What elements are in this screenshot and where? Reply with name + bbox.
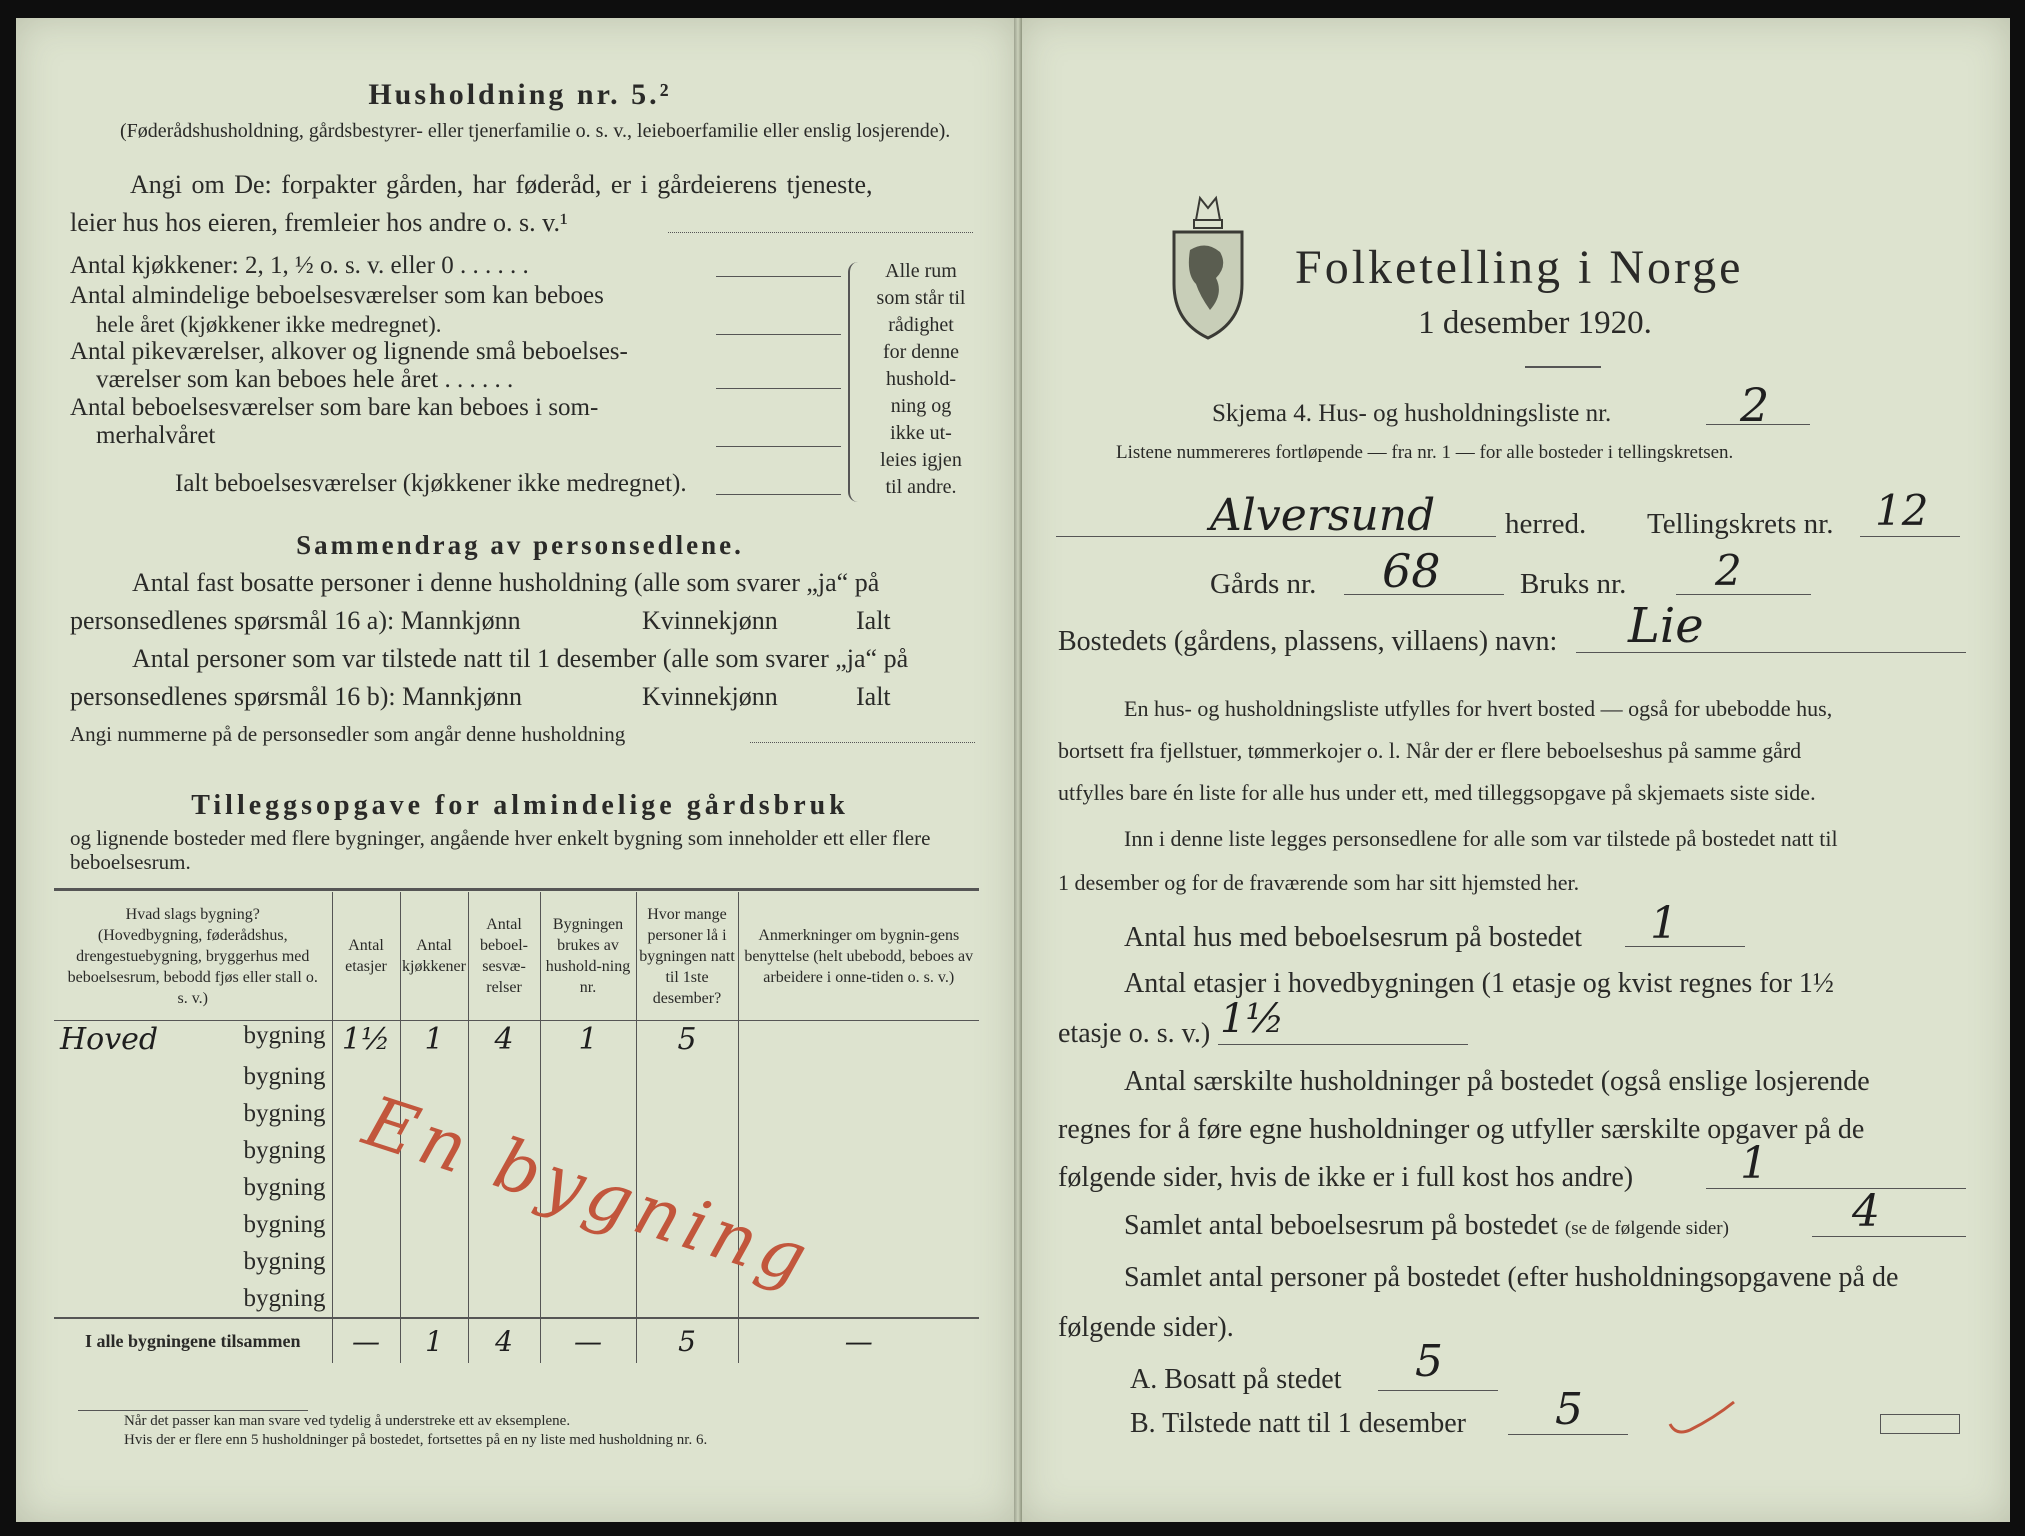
rooms-line-1: Antal kjøkkener: 2, 1, ½ o. s. v. eller 0 . . . . . . — [70, 252, 529, 279]
table-row — [54, 1021, 979, 1059]
red-annotation: En bygning — [354, 1080, 823, 1302]
total-husholdning: — — [540, 1318, 636, 1363]
rooms-fill-1 — [716, 276, 841, 277]
rooms-line-5: værelser som kan beboes hele året . . . . . . — [96, 366, 514, 393]
a-value: 5 — [1415, 1336, 1443, 1387]
row-label: bygning — [243, 1173, 326, 1201]
q-rum-note: (se de følgende sider) — [1564, 1218, 1729, 1239]
total-vaerelser: 4 — [468, 1318, 540, 1363]
col-header-personer: Hvor mange personer lå i bygningen natt til 1ste desember? — [636, 892, 738, 1021]
summary-line-5: Antal personer som var tilstede natt til 1 desember (alle som svarer „ja“ på — [132, 644, 909, 673]
table-top-rule — [54, 888, 979, 891]
q-rum-label: Samlet antal beboelsesrum på bostedet (se de følgende sider) — [1124, 1210, 1729, 1241]
q-pers-line-1: Samlet antal personer på bostedet (efter husholdningsopgavene på de — [1124, 1262, 1899, 1293]
tillegg-title: Tilleggsopgave for almindelige gårdsbruk — [191, 790, 849, 821]
bruks-value: 2 — [1715, 546, 1742, 595]
instruction-line-3: utfylles bare én liste for alle hus under ett, med tilleggsopgave på skjemaets siste side. — [1058, 780, 1816, 805]
norway-coat-of-arms-icon — [1166, 192, 1250, 344]
q-etasjer-value: 1½ — [1220, 996, 1285, 1042]
herred-value: Alversund — [1210, 490, 1436, 541]
q-pers-line-2: følgende sider). — [1058, 1312, 1234, 1343]
rooms-line-4: Antal pikeværelser, alkover og lignende små beboelses- — [70, 338, 628, 365]
summary-line-7: Kvinnekjønn — [642, 682, 778, 711]
total-label: I alle bygningene tilsammen — [54, 1318, 332, 1363]
cell-vaerelser: 4 — [468, 1021, 540, 1059]
rooms-fill-5 — [716, 494, 841, 495]
table-total-row — [54, 1318, 979, 1363]
skjema-nr: 2 — [1740, 378, 1770, 432]
rooms-line-3: hele året (kjøkkener ikke medregnet). — [96, 312, 442, 337]
q-hus-label: Antal hus med beboelsesrum på bostedet — [1124, 922, 1583, 953]
bosted-label: Bostedets (gårdens, plassens, villaens) navn: — [1058, 626, 1558, 657]
total-anmerkninger: — — [738, 1318, 979, 1363]
tellingskrets-label: Tellingskrets nr. — [1647, 508, 1834, 540]
a-line — [1378, 1390, 1498, 1391]
q-hus-value: 1 — [1650, 898, 1678, 949]
angi-nummerne: Angi nummerne på de personsedler som angår denne husholdning — [70, 722, 626, 746]
footnote-2: Hvis der er flere enn 5 husholdninger på bostedet, fortsettes på en ny liste med husholdning nr. 6. — [124, 1432, 708, 1448]
bruks-label: Bruks nr. — [1520, 568, 1627, 600]
q-hush-line-3: følgende sider, hvis de ikke er i full kost hos andre) — [1058, 1162, 1634, 1193]
page-fold — [1014, 18, 1022, 1522]
q-hush-line-1: Antal særskilte husholdninger på bostedet (også enslige losjerende — [1124, 1066, 1870, 1097]
household-title: Husholdning nr. 5.² — [368, 78, 672, 111]
tillegg-text: og lignende bosteder med flere bygninger, angående hver enkelt bygning som inneholder ett eller flere beboelsesrum. — [70, 826, 931, 874]
q-hush-line-2: regnes for å føre egne husholdninger og utfyller særskilte opgaver på de — [1058, 1114, 1865, 1145]
row-type-handwritten: Hoved — [60, 1022, 159, 1057]
instruction-line-1: En hus- og husholdningsliste utfylles for hvert bosted — også for ubebodde hus, — [1124, 696, 1833, 721]
summary-title: Sammendrag av personsedlene. — [296, 530, 744, 560]
table-row — [54, 1243, 979, 1280]
instruction-line-4: Inn i denne liste legges personsedlene for alle som var tilstede på bostedet natt til — [1124, 826, 1838, 851]
q-rum-value: 4 — [1852, 1186, 1880, 1237]
total-etasjer: — — [332, 1318, 400, 1363]
listene-note: Listene nummereres fortløpende — fra nr. 1 — for alle bosteder i tellingskretsen. — [1116, 442, 1734, 463]
rooms-line-6: Antal beboelsesværelser som bare kan beboes i som- — [70, 394, 599, 421]
row-label: bygning — [243, 1062, 326, 1090]
instruction-line-2: bortsett fra fjellstuer, tømmerkojer o. l. Når der er flere beboelseshus på samme gård — [1058, 738, 1802, 763]
angi-line-1: Angi om De: forpakter gården, har føderåd, er i gårdeierens tjeneste, — [130, 170, 873, 199]
rooms-total: Ialt beboelsesværelser (kjøkkener ikke medregnet). — [175, 470, 687, 497]
table-row — [54, 1206, 979, 1243]
red-checkmark-icon — [1666, 1398, 1738, 1438]
summary-line-8: Ialt — [856, 682, 891, 711]
col-header-anmerkninger: Anmerkninger om bygnin-gens benyttelse (helt ubebodd, beboes av arbeidere i onne-tiden o. s. v.) — [738, 892, 979, 1021]
q-etasjer-line-2: etasje o. s. v.) — [1058, 1018, 1211, 1049]
nummerne-fill — [750, 742, 975, 743]
summary-line-4: Ialt — [856, 606, 891, 635]
a-label: A. Bosatt på stedet — [1130, 1364, 1342, 1395]
row-label: bygning — [243, 1247, 326, 1275]
cell-husholdning: 1 — [540, 1021, 636, 1059]
q-hus-line — [1625, 946, 1745, 947]
instruction-line-5: 1 desember og for de fraværende som har sitt hjemsted her. — [1058, 870, 1580, 895]
household-subtitle-note: (Føderådshusholdning, gårdsbestyrer- eller tjenerfamilie o. s. v., leieboerfamilie eller enslig losjerende). — [120, 120, 951, 142]
summary-line-1: Antal fast bosatte personer i denne husholdning (alle som svarer „ja“ på — [132, 568, 880, 597]
angi-line-2: leier hus hos eieren, fremleier hos andre o. s. v.¹ — [70, 208, 568, 237]
q-etasjer-line — [1218, 1044, 1468, 1045]
total-kjokkener: 1 — [400, 1318, 468, 1363]
col-header-husholdning: Bygningen brukes av hushold-ning nr. — [540, 892, 636, 1021]
census-title: Folketelling i Norge — [1295, 241, 1744, 294]
rooms-fill-3 — [716, 388, 841, 389]
angi-fill-line — [668, 232, 973, 233]
q-hush-line — [1706, 1188, 1966, 1189]
q-hush-value: 1 — [1740, 1138, 1768, 1189]
col-header-type: Hvad slags bygning? (Hovedbygning, føderådshus, drengestuebygning, bryggerhus med beboelsesrum, bebodd fjøs eller stall o. s. v.) — [54, 892, 332, 1021]
col-header-vaerelser: Antal beboel-sesvæ-relser — [468, 892, 540, 1021]
table-row — [54, 1058, 979, 1095]
bosted-value: Lie — [1628, 598, 1704, 654]
bruks-line — [1676, 594, 1811, 595]
rooms-fill-4 — [716, 446, 841, 447]
skjema-nr-line — [1706, 424, 1810, 425]
gards-label: Gårds nr. — [1210, 568, 1317, 600]
title-rule — [1525, 366, 1601, 368]
gards-value: 68 — [1382, 544, 1441, 598]
summary-line-6: personsedlenes spørsmål 16 b): Mannkjønn — [70, 682, 523, 711]
row-label: bygning — [243, 1099, 326, 1127]
herred-line — [1056, 536, 1496, 537]
table-row — [54, 1280, 979, 1318]
footnote-rule — [78, 1410, 308, 1411]
col-header-kjokkener: Antal kjøkkener — [400, 892, 468, 1021]
tellingskrets-value: 12 — [1875, 486, 1929, 535]
herred-label: herred. — [1505, 508, 1587, 540]
cell-kjokkener: 1 — [400, 1021, 468, 1059]
b-label: B. Tilstede natt til 1 desember — [1130, 1408, 1466, 1439]
rooms-bracket — [848, 262, 864, 502]
footnote-1: Når det passer kan man svare ved tydelig å understreke ett av eksemplene. — [124, 1413, 571, 1429]
rooms-line-2: Antal almindelige beboelsesværelser som kan beboes — [70, 282, 604, 309]
q-rum-line — [1812, 1236, 1966, 1237]
rooms-line-7: merhalvåret — [96, 422, 216, 449]
row-label: bygning — [243, 1136, 326, 1164]
cell-anmerkning — [738, 1021, 979, 1059]
gards-line — [1344, 594, 1504, 595]
q-etasjer-line-1: Antal etasjer i hovedbygningen (1 etasje og kvist regnes for 1½ — [1124, 968, 1834, 999]
cell-etasjer: 1½ — [332, 1021, 400, 1059]
col-header-etasjer: Antal etasjer — [332, 892, 400, 1021]
row-label: bygning — [243, 1210, 326, 1238]
printer-stamp — [1880, 1414, 1960, 1434]
summary-line-3: Kvinnekjønn — [642, 606, 778, 635]
total-personer: 5 — [636, 1318, 738, 1363]
bracket-note: Alle rum som står til rådighet for denne hushold- ning og ikke ut- leies igjen til andre. — [876, 260, 966, 498]
summary-line-2: personsedlenes spørsmål 16 a): Mannkjønn — [70, 606, 521, 635]
bosted-line — [1576, 652, 1966, 653]
census-date: 1 desember 1920. — [1418, 305, 1652, 341]
b-line — [1508, 1434, 1628, 1435]
row-label: bygning — [243, 1022, 326, 1049]
row-label: bygning — [243, 1284, 326, 1312]
cell-personer: 5 — [636, 1021, 738, 1059]
rooms-fill-2 — [716, 334, 841, 335]
tellingskrets-line — [1860, 536, 1960, 537]
b-value: 5 — [1555, 1384, 1583, 1435]
skjema-label: Skjema 4. Hus- og husholdningsliste nr. — [1212, 400, 1612, 427]
